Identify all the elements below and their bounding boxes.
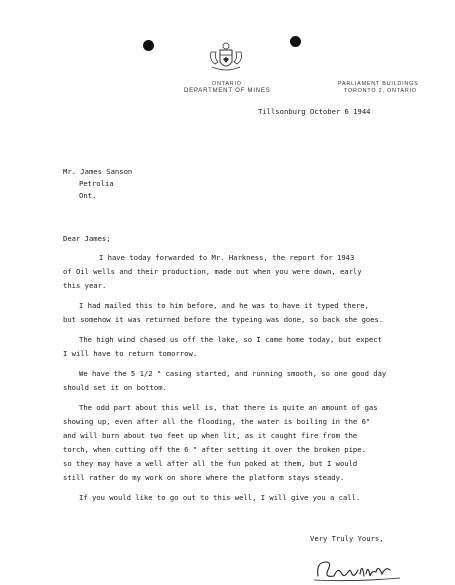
body-line: I will have to return tomorrow. [63, 349, 198, 358]
body-line: showing up, even after all the flooding, the water is boiling in the 6" [63, 417, 371, 426]
body-line: We have the 5 1/2 " casing started, and running smooth, so one good day [79, 369, 387, 378]
body-line: of Oil wells and their production, made out when you were down, early [63, 267, 362, 276]
recipient-province: Ont. [79, 191, 97, 200]
salutation: Dear James; [63, 234, 111, 243]
handwritten-signature [312, 556, 404, 584]
letterhead-address-line1: PARLIAMENT BUILDINGS [338, 81, 419, 87]
body-line: this year. [63, 281, 107, 290]
recipient-town: Petrolia [79, 179, 114, 188]
punch-hole-left [143, 40, 154, 51]
recipient-name: Mr. James Sanson [63, 167, 133, 176]
punch-hole-right [290, 36, 301, 47]
body-line: should set it on bottom. [63, 383, 167, 392]
body-line: but somehow it was returned before the typeing was done, so back she goes. [63, 315, 384, 324]
letterhead-province: ONTARIO [212, 81, 242, 87]
body-line: I had mailed this to him before, and he was to have it typed there, [79, 301, 369, 310]
letterhead-department: DEPARTMENT OF MINES [184, 88, 271, 94]
body-line: The high wind chased us off the lake, so I came home today, but expect [79, 335, 382, 344]
body-line: torch, when cutting off the 6 " after setting it over the broken pipe. [63, 445, 366, 454]
closing: Very Truly Yours, [310, 534, 384, 543]
letterhead-address-line2: TORONTO 2, ONTARIO [344, 88, 417, 94]
ontario-coat-of-arms-icon [206, 40, 246, 76]
body-line: I have today forwarded to Mr. Harkness, the report for 1943 [99, 253, 355, 262]
body-line: The odd part about this well is, that there is quite an amount of gas [79, 403, 378, 412]
body-line: still rather do my work on shore where the platform stays steady. [63, 473, 345, 482]
body-line: and will burn about two feet up when lit, as it caught fire from the [63, 431, 358, 440]
body-line: so they may have a well after all the fun poked at them, but I would [63, 459, 358, 468]
body-line: If you would like to go out to this well, I will give you a call. [79, 493, 361, 502]
date-line: Tillsonburg October 6 1944 [258, 107, 371, 116]
